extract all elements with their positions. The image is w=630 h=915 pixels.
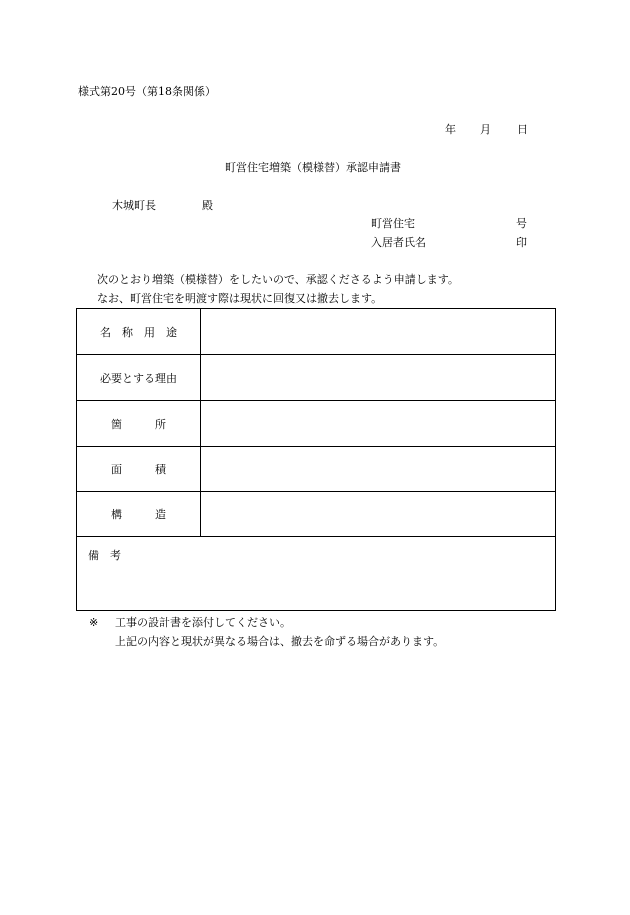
form-number: 様式第20号（第18条関係） bbox=[78, 85, 216, 98]
note-line-1 bbox=[89, 617, 291, 628]
row-label: 箇 所 bbox=[77, 401, 201, 446]
row-value-field[interactable] bbox=[201, 446, 555, 491]
row-value-field[interactable] bbox=[201, 355, 555, 400]
addressee-mayor: 木城町長 bbox=[112, 199, 156, 212]
document-title: 町営住宅増築（模様替）承認申請書 bbox=[225, 161, 401, 174]
resident-label: 入居者氏名 bbox=[371, 236, 426, 249]
seal-mark: 印 bbox=[516, 236, 527, 249]
date-month-label: 月 bbox=[480, 123, 491, 136]
row-label: 名 称 用 途 bbox=[77, 309, 201, 354]
row-value-field[interactable] bbox=[201, 309, 555, 354]
row-value-field[interactable] bbox=[201, 401, 555, 446]
note-line-2: 上記の内容と現状が異なる場合は、撤去を命ずる場合があります。 bbox=[115, 635, 445, 648]
addressee-line bbox=[112, 200, 213, 211]
row-label: 構 造 bbox=[77, 491, 201, 536]
table-row-area bbox=[77, 446, 555, 492]
table-row-location bbox=[77, 401, 555, 447]
table-row-structure bbox=[77, 491, 555, 537]
date-day-label: 日 bbox=[517, 123, 528, 136]
table-row-name-purpose bbox=[77, 309, 555, 355]
body-text-line-1: 次のとおり増築（模様替）をしたいので、承認くださるよう申請します。 bbox=[97, 273, 459, 286]
row-value-field[interactable] bbox=[201, 491, 555, 536]
addressee-honorific: 殿 bbox=[202, 199, 213, 212]
note-mark: ※ bbox=[89, 616, 99, 629]
body-text-line-2: なお、町営住宅を明渡す際は現状に回復又は撤去します。 bbox=[97, 292, 383, 305]
note-text-1: 工事の設計書を添付してください。 bbox=[115, 616, 291, 629]
date-line bbox=[445, 124, 528, 135]
house-number-suffix: 号 bbox=[516, 217, 527, 230]
remarks-label: 備 考 bbox=[88, 549, 121, 562]
row-label: 面 積 bbox=[77, 446, 201, 491]
application-detail-table bbox=[76, 308, 556, 611]
date-year-label: 年 bbox=[445, 123, 456, 136]
row-label: 必要とする理由 bbox=[77, 355, 201, 400]
table-row-reason bbox=[77, 355, 555, 401]
house-label: 町営住宅 bbox=[371, 217, 415, 230]
